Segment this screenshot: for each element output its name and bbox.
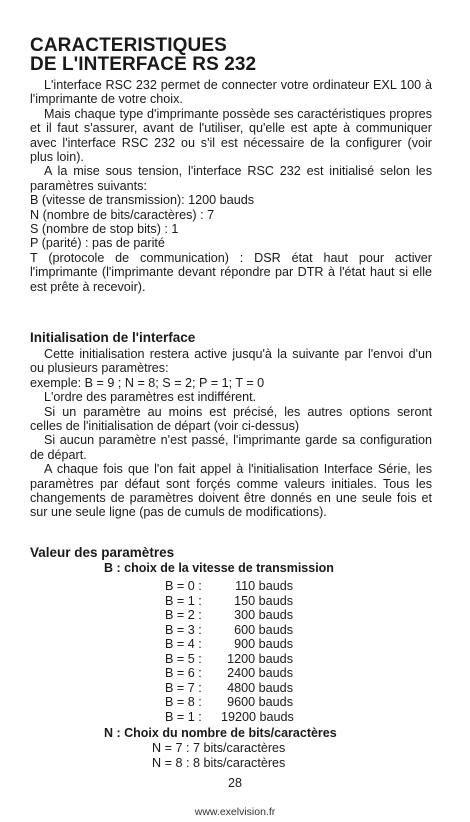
- init-paragraph-3: Si un paramètre au moins est précisé, les autres options seront celles de l'initialisation de départ (voir ci-dessus): [30, 404, 432, 434]
- baud-table: [165, 579, 293, 724]
- init-heading: Initialisation de l'interface: [30, 330, 196, 345]
- param-line: P (parité) : pas de parité: [30, 236, 165, 251]
- baud-row: [165, 681, 293, 696]
- baud-row: [165, 594, 293, 609]
- protocol-paragraph: T (protocole de communication) : DSR état haut pour activer l'imprimante (l'imprimante devant répondre par DTR à l'état haut si elle est prête à recevoir).: [30, 250, 432, 294]
- baud-row: [165, 666, 293, 681]
- page-number: 28: [228, 776, 242, 790]
- baud-row: [165, 652, 293, 667]
- baud-row: [165, 710, 293, 725]
- init-paragraph-2: L'ordre des paramètres est indifférent.: [44, 390, 257, 405]
- param-line: S (nombre de stop bits) : 1: [30, 222, 179, 237]
- title-line-1: CARACTERISTIQUES: [30, 35, 227, 56]
- baud-label: B = 8 :: [165, 695, 202, 709]
- footer-url: www.exelvision.fr: [194, 806, 276, 818]
- bits-row: N = 8 : 8 bits/caractères: [152, 755, 286, 770]
- baud-value: 4800 bauds: [227, 680, 293, 695]
- page-title: [30, 36, 256, 74]
- init-section: [30, 347, 432, 520]
- baud-label: B = 5 :: [165, 651, 202, 666]
- bits-row: N = 7 : 7 bits/caractères: [152, 741, 286, 755]
- baud-value: 300 bauds: [234, 608, 293, 622]
- intro-paragraph-2: Mais chaque type d'imprimante possède ses caractéristiques propres et il faut s'assurer, avant de l'utiliser, qu'elle est apte à communiquer avec l'interface RSC 232 ou s'il est nécessaire de la configurer (voir plus loin).: [30, 106, 432, 165]
- baud-value: 900 bauds: [234, 637, 293, 651]
- baud-value: 1200 bauds: [227, 651, 293, 666]
- baud-label: B = 7 :: [165, 680, 202, 695]
- bits-table: [152, 741, 285, 770]
- bits-heading: N : Choix du nombre de bits/caractères: [104, 726, 337, 740]
- baud-label: B = 0 :: [165, 579, 202, 593]
- init-example: exemple: B = 9 ; N = 8; S = 2; P = 1; T = 0: [30, 375, 265, 390]
- baud-value: 9600 bauds: [227, 695, 293, 709]
- title-line-2: DE L'INTERFACE RS 232: [30, 54, 257, 75]
- baud-heading: B : choix de la vitesse de transmission: [104, 561, 334, 575]
- baud-value: 2400 bauds: [227, 666, 293, 680]
- baud-label: B = 2 :: [165, 608, 202, 622]
- intro-paragraph-3: A la mise sous tension, l'interface RSC 232 est initialisé selon les paramètres suivants:: [30, 164, 432, 193]
- baud-label: B = 1 :: [165, 593, 202, 608]
- baud-value: 150 bauds: [234, 593, 293, 608]
- baud-row: [165, 637, 293, 652]
- baud-value: 600 bauds: [234, 622, 293, 637]
- baud-row: [165, 608, 293, 623]
- init-paragraph-5: A chaque fois que l'on fait appel à l'initialisation Interface Série, les paramètres par défaut sont forçés comme valeurs initiales. Tous les changements de paramètres doivent être donnés en une seule fois et sur une seule ligne (pas de cumuls de modifications).: [30, 462, 432, 520]
- param-line: N (nombre de bits/caractères) : 7: [30, 207, 215, 222]
- baud-value: 19200 bauds: [221, 709, 294, 724]
- baud-row: [165, 623, 293, 638]
- param-line: B (vitesse de transmission): 1200 bauds: [30, 193, 255, 208]
- baud-label: B = 6 :: [165, 666, 202, 680]
- baud-label: B = 4 :: [165, 637, 202, 651]
- intro-paragraph-1: L'interface RSC 232 permet de connecter votre ordinateur EXL 100 à l'imprimante de votre choix.: [30, 78, 432, 107]
- baud-row: [165, 695, 293, 710]
- baud-value: 110 bauds: [235, 579, 293, 593]
- intro-section: [30, 78, 432, 294]
- init-paragraph-1: Cette initialisation restera active jusqu'à la suivante par l'envoi d'un ou plusieurs paramètres:: [30, 347, 432, 376]
- init-paragraph-4: Si aucun paramètre n'est passé, l'imprimante garde sa configuration de départ.: [30, 433, 432, 462]
- baud-row: [165, 579, 293, 594]
- baud-label: B = 3 :: [165, 622, 202, 637]
- values-heading: Valeur des paramètres: [30, 545, 175, 560]
- baud-label: B = 1 :: [165, 709, 202, 724]
